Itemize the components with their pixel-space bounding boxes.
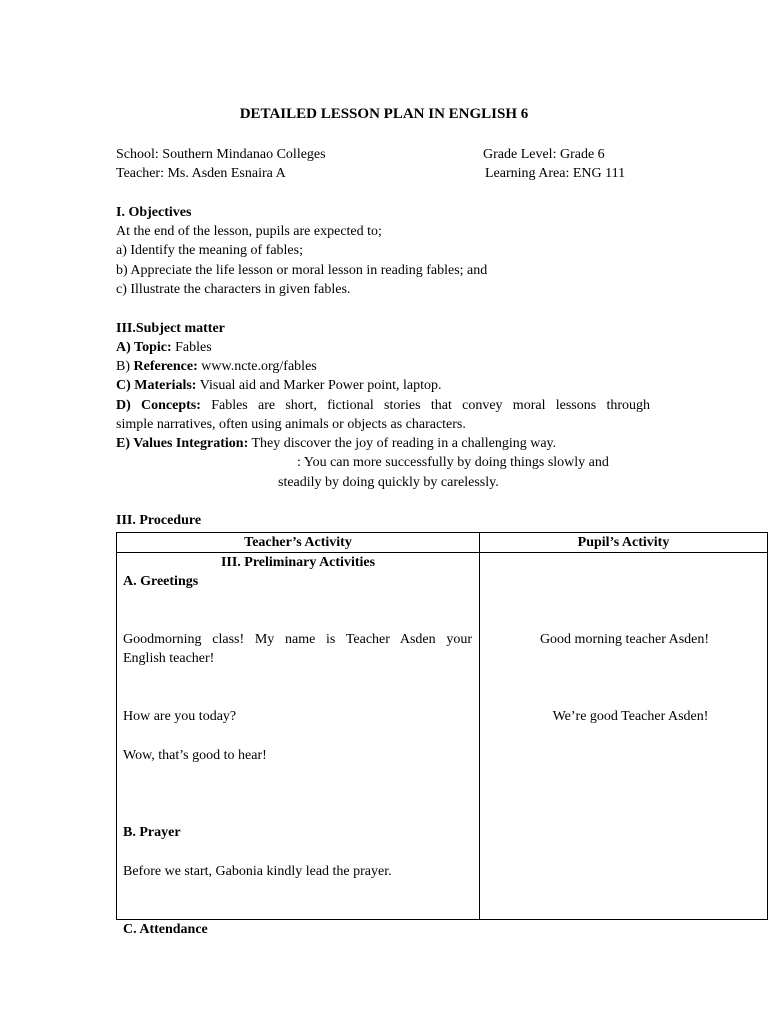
grade-level-field: Grade Level: Grade 6 [483,147,605,162]
values-value: They discover the joy of reading in a challenging way. [248,436,557,451]
objective-item: b) Appreciate the life lesson or moral lesson in reading fables; and [116,263,488,278]
table-header-row [117,533,768,553]
reference-value: www.ncte.org/fables [197,359,317,374]
objective-item: a) Identify the meaning of fables; [116,243,303,258]
objectives-intro: At the end of the lesson, pupils are expected to; [116,224,382,239]
procedure-table [116,532,768,937]
teacher-response: Wow, that’s good to hear! [123,748,267,763]
reference-label: Reference: [133,359,198,374]
subject-matter-heading: III.Subject matter [116,321,225,336]
values-line-2: : You can more successfully by doing things slowly and [297,455,609,470]
concepts-label: D) Concepts: [116,398,201,413]
pupil-wellbeing-response: We’re good Teacher Asden! [552,709,709,724]
materials-label: C) Materials: [116,378,197,393]
values-label: E) Values Integration: [116,436,249,451]
learning-area-field: Learning Area: ENG 111 [485,166,626,181]
materials-value: Visual aid and Marker Power point, laptop. [196,378,442,393]
page-title: DETAILED LESSON PLAN IN ENGLISH 6 [239,106,529,122]
values-line-3: steadily by doing quickly by carelessly. [278,475,499,490]
concepts-line-2: simple narratives, often using animals or objects as characters. [116,417,466,432]
teacher-greeting-line: Goodmorning class! My name is Teacher Asden your [123,632,472,647]
values-line [116,434,556,453]
teacher-activity-header: Teacher’s Activity [117,533,480,553]
greetings-heading: A. Greetings [123,574,199,589]
materials-line [116,376,442,395]
teacher-greeting-line-2: English teacher! [123,651,215,666]
concepts-line [116,396,650,415]
topic-line [116,338,212,357]
teacher-prayer-request: Before we start, Gabonia kindly lead the prayer. [123,864,392,879]
objective-item: c) Illustrate the characters in given fables. [116,282,351,297]
teacher-question: How are you today? [123,709,237,724]
topic-value: Fables [171,340,212,355]
topic-label: A) Topic: [116,340,172,355]
reference-prefix: B) [116,359,134,374]
teacher-activity-cell [117,553,480,937]
pupil-activity-header: Pupil’s Activity [480,533,768,553]
attendance-heading: C. Attendance [123,922,208,937]
prayer-heading: B. Prayer [123,825,181,840]
table-row [117,553,768,920]
preliminary-activities-heading: III. Preliminary Activities [220,555,376,570]
objectives-heading: I. Objectives [116,205,192,220]
concepts-value: Fables are short, fictional stories that convey moral lessons through [200,398,650,413]
teacher-field: Teacher: Ms. Asden Esnaira A [116,166,286,181]
pupil-activity-cell [480,553,768,920]
school-field: School: Southern Mindanao Colleges [116,147,326,162]
reference-line [116,357,317,376]
pupil-greeting-response: Good morning teacher Asden! [539,632,710,647]
procedure-heading: III. Procedure [116,513,202,528]
